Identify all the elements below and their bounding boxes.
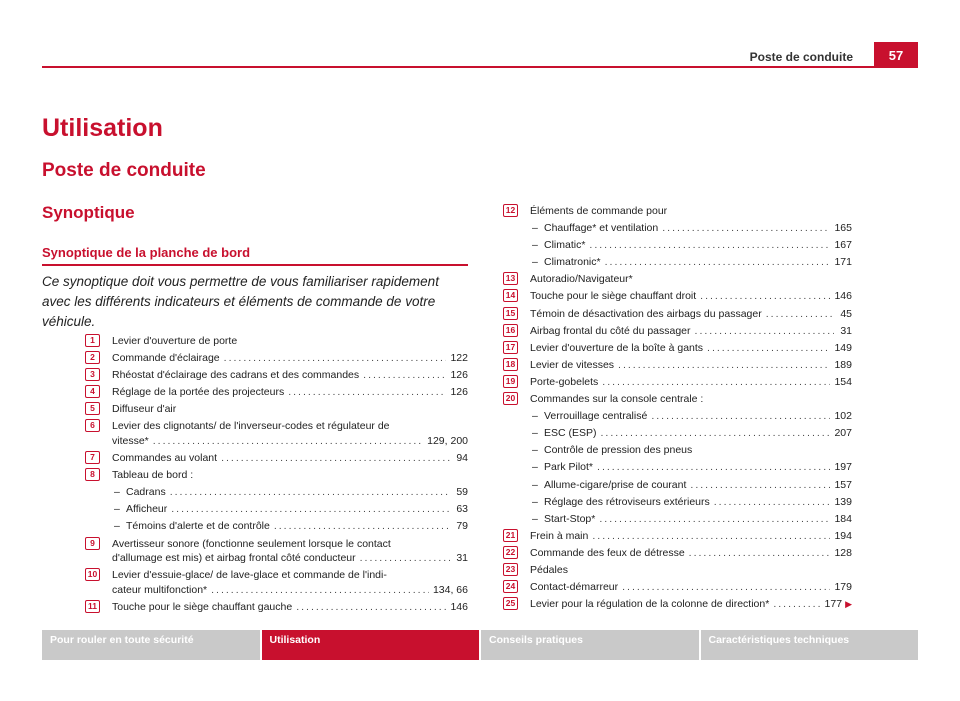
tab-4[interactable]: Caractéristiques techniques	[701, 630, 919, 660]
entry-line	[112, 351, 468, 366]
dot-leader	[766, 307, 834, 322]
dot-leader	[651, 409, 830, 424]
legend-item-15	[505, 307, 852, 322]
header-rule	[42, 66, 874, 68]
entry-line	[530, 358, 852, 373]
entry-text: Cadrans	[126, 486, 166, 499]
legend-item-16	[505, 324, 852, 339]
item-number-badge: 12	[503, 204, 518, 217]
item-number-badge: 2	[85, 351, 100, 364]
dash-bullet: –	[532, 444, 538, 457]
entry-line	[112, 583, 468, 598]
dot-leader	[171, 502, 450, 517]
entry-line	[530, 563, 852, 578]
entry-line	[544, 478, 852, 493]
legend-item-9	[90, 537, 468, 566]
chapter-title: Utilisation	[42, 114, 163, 142]
page-number: 57	[874, 42, 918, 68]
dot-leader	[363, 368, 446, 383]
sub-entry	[530, 426, 852, 441]
item-number-badge: 7	[85, 451, 100, 464]
item-number-badge: 23	[503, 563, 518, 576]
page-ref[interactable]: 45	[840, 307, 852, 320]
page-ref[interactable]: 146	[834, 290, 852, 303]
entry-text-first-line: Avertisseur sonore (fonctionne seulement lorsque le contact	[112, 537, 391, 550]
dash-bullet: –	[532, 256, 538, 269]
entry-line	[530, 289, 852, 304]
sub-entry	[112, 502, 468, 517]
chapter-tabs	[42, 630, 918, 660]
legend-item-25	[505, 597, 852, 612]
legend-item-3	[90, 368, 468, 383]
entry-line	[530, 324, 852, 339]
item-number-badge: 15	[503, 307, 518, 320]
page-ref[interactable]: 167	[834, 239, 852, 252]
legend-item-23	[505, 563, 852, 578]
entry-line	[530, 307, 852, 322]
item-number-badge: 8	[85, 468, 100, 481]
entry-line	[530, 392, 852, 407]
entry-text: Airbag frontal du côté du passager	[530, 324, 691, 337]
entry-text: cateur multifonction*	[112, 583, 208, 596]
triangle-right-icon: ▶	[845, 599, 852, 610]
page-ref[interactable]: 31	[456, 552, 468, 565]
running-title: Poste de conduite	[749, 50, 853, 64]
dot-leader	[221, 451, 450, 466]
legend-list-right	[505, 204, 852, 614]
dot-leader	[602, 375, 830, 390]
legend-item-4	[90, 385, 468, 400]
dot-leader	[601, 426, 831, 441]
entry-text: Réglage de la portée des projecteurs	[112, 386, 285, 399]
legend-item-1	[90, 334, 468, 349]
page-ref[interactable]: 177	[824, 598, 843, 611]
entry-text: Rhéostat d'éclairage des cadrans et des commandes	[112, 369, 360, 382]
page-ref[interactable]: 134, 66	[432, 583, 468, 596]
entry-line	[112, 385, 468, 400]
entry-text: Diffuseur d'air	[112, 403, 177, 416]
entry-text: Frein à main	[530, 529, 589, 542]
dash-bullet: –	[114, 520, 120, 533]
dot-leader	[707, 341, 830, 356]
legend-item-17	[505, 341, 852, 356]
legend-item-13	[505, 272, 852, 287]
page-ref[interactable]: 126	[450, 386, 468, 399]
item-number-badge: 18	[503, 358, 518, 371]
entry-text: Park Pilot*	[544, 461, 594, 474]
legend-item-2	[90, 351, 468, 366]
item-number-badge: 4	[85, 385, 100, 398]
legend-item-20	[505, 392, 852, 526]
entry-line	[544, 409, 852, 424]
sub-entry	[530, 443, 852, 458]
entry-line	[530, 580, 852, 595]
item-number-badge: 14	[503, 289, 518, 302]
dot-leader	[153, 434, 423, 449]
page-ref[interactable]: 207	[834, 427, 852, 440]
entry-text: Levier pour la régulation de la colonne de direction*	[530, 598, 770, 611]
dash-bullet: –	[532, 478, 538, 491]
page-ref[interactable]: 184	[834, 512, 852, 525]
entry-line	[544, 255, 852, 270]
tab-2[interactable]: Utilisation	[262, 630, 480, 660]
legend-item-6	[90, 419, 468, 448]
entry-text: Climatronic*	[544, 256, 601, 269]
page-ref[interactable]: 149	[834, 341, 852, 354]
legend-item-12	[505, 204, 852, 270]
sub-entry	[112, 519, 468, 534]
dot-leader	[597, 460, 830, 475]
dash-bullet: –	[114, 486, 120, 499]
entry-line	[544, 443, 852, 458]
dot-leader	[700, 289, 830, 304]
legend-item-21	[505, 529, 852, 544]
dot-leader	[224, 351, 447, 366]
entry-line	[112, 551, 468, 566]
dash-bullet: –	[532, 427, 538, 440]
item-number-badge: 10	[85, 568, 100, 581]
entry-text: Commandes au volant	[112, 452, 218, 465]
entry-text: Levier de vitesses	[530, 358, 615, 371]
entry-line	[112, 402, 468, 417]
page-ref[interactable]: 157	[834, 478, 852, 491]
item-number-badge: 22	[503, 546, 518, 559]
page-ref[interactable]: 102	[834, 410, 852, 423]
dash-bullet: –	[532, 495, 538, 508]
sub-entry	[530, 221, 852, 236]
entry-text: Touche pour le siège chauffant droit	[530, 290, 697, 303]
entry-text: Réglage des rétroviseurs extérieurs	[544, 495, 710, 508]
legend-list-left	[87, 334, 468, 617]
page-ref[interactable]: 179	[834, 581, 852, 594]
dot-leader	[662, 221, 830, 236]
item-number-badge: 1	[85, 334, 100, 347]
page-ref[interactable]: 63	[456, 503, 468, 516]
legend-item-18	[505, 358, 852, 373]
page-ref[interactable]: 139	[834, 495, 852, 508]
dash-bullet: –	[532, 512, 538, 525]
entry-text: Témoins d'alerte et de contrôle	[126, 520, 270, 533]
dot-leader	[689, 546, 831, 561]
entry-line	[530, 204, 852, 219]
page-ref[interactable]: 122	[450, 352, 468, 365]
item-number-badge: 6	[85, 419, 100, 432]
subsection-title: Synoptique	[42, 203, 135, 222]
legend-item-7	[90, 451, 468, 466]
entry-text: Commandes sur la console centrale :	[530, 393, 704, 406]
entry-line	[126, 519, 468, 534]
entry-line	[544, 426, 852, 441]
entry-text: Start-Stop*	[544, 512, 596, 525]
dot-leader	[296, 600, 446, 615]
entry-text: Autoradio/Navigateur*	[530, 273, 633, 286]
item-number-badge: 11	[85, 600, 100, 613]
dash-bullet: –	[532, 410, 538, 423]
page-ref[interactable]: 128	[834, 546, 852, 559]
dash-bullet: –	[532, 239, 538, 252]
entry-text: d'allumage est mis) et airbag frontal côté conducteur	[112, 552, 356, 565]
page-ref[interactable]: 146	[450, 600, 468, 613]
page-ref[interactable]: 154	[834, 375, 852, 388]
entry-line	[544, 495, 852, 510]
entry-line	[530, 375, 852, 390]
dash-bullet: –	[532, 461, 538, 474]
entry-text: Climatic*	[544, 239, 586, 252]
legend-item-5	[90, 402, 468, 417]
item-number-badge: 20	[503, 392, 518, 405]
dot-leader	[592, 529, 830, 544]
item-number-badge: 24	[503, 580, 518, 593]
page-ref[interactable]: 94	[456, 452, 468, 465]
dash-bullet: –	[114, 503, 120, 516]
item-number-badge: 3	[85, 368, 100, 381]
page-ref[interactable]: 59	[456, 486, 468, 499]
entry-text: ESC (ESP)	[544, 427, 597, 440]
entry-text: Levier d'ouverture de porte	[112, 335, 238, 347]
page-ref[interactable]: 171	[834, 256, 852, 269]
dot-leader	[618, 358, 830, 373]
page-ref[interactable]: 79	[456, 520, 468, 533]
dot-leader	[773, 597, 820, 612]
dot-leader	[274, 519, 450, 534]
dot-leader	[622, 580, 830, 595]
entry-line	[112, 600, 468, 615]
entry-line	[112, 451, 468, 466]
dot-leader	[589, 238, 830, 253]
entry-line	[544, 221, 852, 236]
dot-leader	[605, 255, 831, 270]
page-ref[interactable]: 31	[840, 324, 852, 337]
entry-text: vitesse*	[112, 434, 149, 447]
entry-line	[530, 529, 852, 544]
sub-entry	[530, 255, 852, 270]
dot-leader	[288, 385, 446, 400]
entry-line	[544, 238, 852, 253]
section-title: Poste de conduite	[42, 160, 206, 181]
entry-line	[530, 272, 852, 287]
entry-text: Commande des feux de détresse	[530, 546, 685, 559]
dash-bullet: –	[532, 222, 538, 235]
sub-entry	[530, 460, 852, 475]
entry-line	[544, 460, 852, 475]
page-ref[interactable]: 129, 200	[427, 434, 468, 447]
entry-text: Chauffage* et ventilation	[544, 222, 659, 235]
item-number-badge: 9	[85, 537, 100, 550]
entry-text: Éléments de commande pour	[530, 205, 668, 217]
sub-entry	[530, 512, 852, 527]
dot-leader	[690, 478, 830, 493]
page-ref[interactable]: 194	[834, 529, 852, 542]
entry-line	[126, 485, 468, 500]
entry-line	[112, 368, 468, 383]
entry-line	[530, 341, 852, 356]
legend-item-11	[88, 600, 468, 615]
sub-entry	[530, 409, 852, 424]
item-number-badge: 25	[503, 597, 518, 610]
sub-entry	[530, 478, 852, 493]
item-number-badge: 17	[503, 341, 518, 354]
legend-item-24	[505, 580, 852, 595]
entry-text: Contact-démarreur	[530, 581, 619, 594]
sub-entry	[112, 485, 468, 500]
entry-line	[112, 468, 468, 483]
entry-text: Commande d'éclairage	[112, 352, 220, 365]
entry-line	[544, 512, 852, 527]
entry-text-first-line: Levier d'essuie-glace/ de lave-glace et commande de l'indi-	[112, 569, 387, 582]
entry-text: Afficheur	[126, 503, 168, 516]
sub-entry	[530, 238, 852, 253]
legend-item-14	[505, 289, 852, 304]
item-number-badge: 19	[503, 375, 518, 388]
entry-text: Verrouillage centralisé	[544, 410, 648, 423]
legend-item-8	[90, 468, 468, 534]
dot-leader	[714, 495, 831, 510]
dot-leader	[170, 485, 450, 500]
dot-leader	[599, 512, 830, 527]
page-ref[interactable]: 189	[834, 358, 852, 371]
item-number-badge: 16	[503, 324, 518, 337]
dot-leader	[360, 551, 450, 566]
entry-text: Pédales	[530, 563, 568, 576]
entry-text: Contrôle de pression des pneus	[544, 444, 693, 457]
intro-paragraph: Ce synoptique doit vous permettre de vous familiariser rapidement avec les différents indicateurs et éléments de commande de votre véhicule.	[42, 274, 439, 329]
sub-entry	[530, 495, 852, 510]
legend-item-22	[505, 546, 852, 561]
entry-text: Tableau de bord :	[112, 469, 194, 482]
tab-3[interactable]: Conseils pratiques	[481, 630, 699, 660]
legend-item-19	[505, 375, 852, 390]
page-ref[interactable]: 197	[834, 461, 852, 474]
page-ref[interactable]: 165	[834, 222, 852, 235]
page-ref[interactable]: 126	[450, 369, 468, 382]
entry-line	[530, 597, 852, 612]
legend-item-10	[87, 568, 468, 597]
entry-text: Levier d'ouverture de la boîte à gants	[530, 341, 704, 354]
entry-line	[112, 334, 468, 349]
entry-line	[112, 434, 468, 449]
entry-text: Touche pour le siège chauffant gauche	[112, 600, 293, 613]
dot-leader	[211, 583, 429, 598]
entry-text: Témoin de désactivation des airbags du passager	[530, 307, 762, 320]
entry-text-first-line: Levier des clignotants/ de l'inverseur-codes et régulateur de	[112, 420, 390, 433]
entry-line	[126, 502, 468, 517]
item-number-badge: 13	[503, 272, 518, 285]
topic-title: Synoptique de la planche de bord	[42, 245, 468, 266]
entry-text: Allume-cigare/prise de courant	[544, 478, 687, 491]
item-number-badge: 21	[503, 529, 518, 542]
entry-text: Porte-gobelets	[530, 375, 599, 388]
item-number-badge: 5	[85, 402, 100, 415]
entry-line	[530, 546, 852, 561]
dot-leader	[695, 324, 834, 339]
tab-1[interactable]: Pour rouler en toute sécurité	[42, 630, 260, 660]
